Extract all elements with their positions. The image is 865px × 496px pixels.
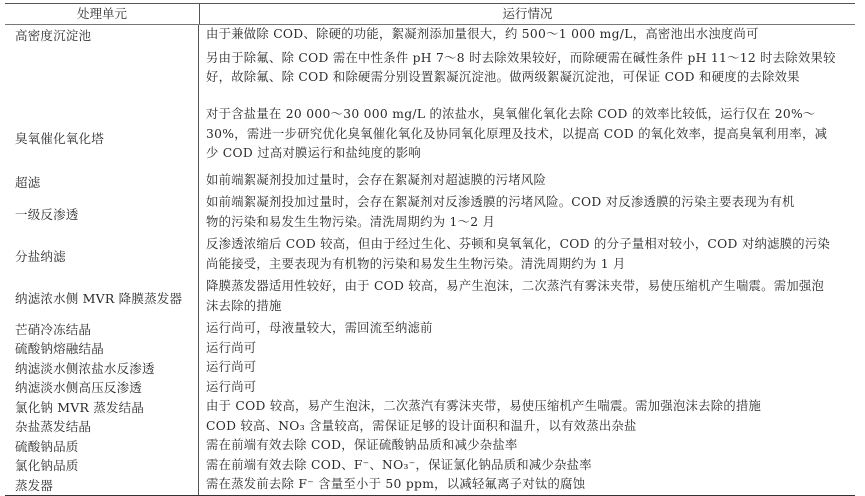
status-line: 反渗透浓缩后 COD 较高，但由于经过生化、芬顿和臭氧氧化，COD 的分子量相对较小，COD 对纳滤膜的污染 bbox=[206, 237, 831, 251]
unit-cell: 杂盐蒸发结晶 bbox=[5, 417, 199, 437]
table-row bbox=[5, 277, 855, 319]
table-row bbox=[5, 25, 855, 105]
table-row bbox=[5, 397, 855, 417]
status-line: 运行尚可，母液量较大，需回流至纳滤前 bbox=[206, 321, 433, 335]
operation-table bbox=[5, 3, 855, 496]
unit-cell: 氯化钠品质 bbox=[5, 456, 199, 476]
status-cell bbox=[199, 378, 855, 398]
status-line: 对于含盐量在 20 000～30 000 mg/L 的浓盐水，臭氧催化氧化去除 COD 的效率比较低，运行仅在 20%～ bbox=[206, 107, 816, 121]
table-row bbox=[5, 358, 855, 378]
table-row bbox=[5, 417, 855, 437]
table-row bbox=[5, 456, 855, 476]
status-line: 运行尚可 bbox=[206, 340, 257, 355]
table-row bbox=[5, 319, 855, 339]
status-line: 30%，需进一步研究优化臭氧催化氧化及协同氧化原理及技术，以提高 COD 的氧化效率，提高臭氧利用率，减 bbox=[206, 126, 828, 141]
unit-cell: 纳滤浓水侧 MVR 降膜蒸发器 bbox=[5, 277, 199, 319]
table-row bbox=[5, 436, 855, 456]
status-line: 由于 COD 较高，易产生泡沫，二次蒸汽有雾沫夹带，易使压缩机产生喘震。需加强泡沫去除的措施 bbox=[206, 399, 762, 413]
unit-cell: 纳滤淡水侧高压反渗透 bbox=[5, 378, 199, 398]
unit-cell: 分盐纳滤 bbox=[5, 235, 199, 277]
status-cell bbox=[199, 436, 855, 456]
status-cell bbox=[199, 456, 855, 476]
header-status: 运行情况 bbox=[502, 6, 553, 21]
table-header bbox=[5, 4, 855, 25]
table-body bbox=[5, 25, 855, 495]
status-cell bbox=[199, 417, 855, 437]
status-line: 尚能接受，主要表现为有机物的污染和易发生生物污染。清洗周期约为 1 月 bbox=[206, 256, 626, 271]
unit-cell: 一级反渗透 bbox=[5, 193, 199, 235]
unit-cell: 超滤 bbox=[5, 171, 199, 193]
status-line: 由于兼做除 COD、除硬的功能，絮凝剂添加量很大，约 500～1 000 mg/L，高密池出水浊度尚可 bbox=[206, 27, 759, 41]
status-cell bbox=[199, 193, 855, 235]
status-line: 如前端絮凝剂投加过量时，会存在絮凝剂对反渗透膜的污堵风险。COD 对反渗透膜的污染主要表现为有机 bbox=[206, 195, 795, 209]
unit-cell: 硫酸钠品质 bbox=[5, 436, 199, 456]
status-line: 另由于除氟、除 COD 需在中性条件 pH 7～8 时去除效果较好，而除硬需在碱性条件 pH 11～12 时去除效果较 bbox=[206, 50, 836, 65]
unit-cell: 芒硝冷冻结晶 bbox=[5, 319, 199, 339]
status-line: 降膜蒸发器适用性较好，由于 COD 较高，易产生泡沫，二次蒸汽有雾沫夹带，易使压缩机产生喘震。需加强泡 bbox=[206, 279, 825, 293]
unit-cell: 硫酸钠熔融结晶 bbox=[5, 339, 199, 359]
status-line: 需在蒸发前去除 F⁻ 含量至小于 50 ppm，以减轻氟离子对钛的腐蚀 bbox=[206, 477, 586, 491]
table-row bbox=[5, 193, 855, 235]
unit-cell: 高密度沉淀池 bbox=[5, 25, 199, 105]
table-row bbox=[5, 105, 855, 171]
status-line: COD 较高、NO₃ 含量较高，需保证足够的设计面积和温升，以有效蒸出杂盐 bbox=[206, 418, 637, 433]
status-cell bbox=[199, 397, 855, 417]
unit-cell: 氯化钠 MVR 蒸发结晶 bbox=[5, 397, 199, 417]
table-row bbox=[5, 235, 855, 277]
status-cell bbox=[199, 171, 855, 193]
table-row bbox=[5, 378, 855, 398]
table-row bbox=[5, 475, 855, 495]
header-unit: 处理单元 bbox=[5, 4, 200, 24]
status-cell bbox=[199, 339, 855, 359]
status-cell bbox=[199, 277, 855, 319]
status-line: 需在前端有效去除 COD，保证硫酸钠品质和减少杂盐率 bbox=[206, 438, 518, 452]
table-row bbox=[5, 171, 855, 193]
unit-cell: 蒸发器 bbox=[5, 475, 199, 495]
status-cell bbox=[199, 319, 855, 339]
status-line: 需在前端有效去除 COD、F⁻、NO₃⁻，保证氯化钠品质和减少杂盐率 bbox=[206, 457, 592, 472]
unit-cell: 臭氧催化氧化塔 bbox=[5, 105, 199, 171]
status-line: 运行尚可 bbox=[206, 379, 257, 394]
unit-cell: 纳滤淡水侧浓盐水反渗透 bbox=[5, 358, 199, 378]
status-line: 沫去除的措施 bbox=[206, 298, 282, 313]
table-row bbox=[5, 339, 855, 359]
status-cell bbox=[199, 358, 855, 378]
status-line: 运行尚可 bbox=[206, 360, 257, 374]
status-line: 物的污染和易发生生物污染。清洗周期约为 1～2 月 bbox=[206, 214, 496, 229]
status-line: 少 COD 过高对膜运行和盐纯度的影响 bbox=[206, 146, 422, 160]
status-cell bbox=[199, 25, 855, 105]
status-line: 如前端絮凝剂投加过量时，会存在絮凝剂对超滤膜的污堵风险 bbox=[206, 173, 547, 187]
status-line: 好，故除氟、除 COD 和除硬需分别设置絮凝沉淀池。做两级絮凝沉淀池，可保证 COD 和硬度的去除效果 bbox=[206, 70, 800, 84]
status-cell bbox=[199, 235, 855, 277]
status-cell bbox=[199, 475, 855, 495]
status-cell bbox=[199, 105, 855, 171]
